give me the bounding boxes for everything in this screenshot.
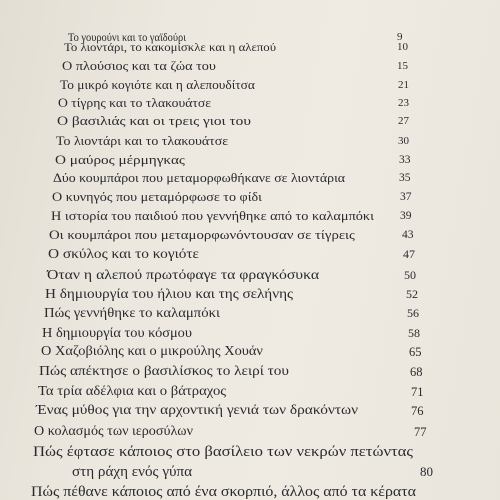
toc-entry-page-number: 47 <box>403 247 415 261</box>
toc-entry-title: Το λιοντάρι, το κακομίσκλε και η αλεπού <box>64 40 277 54</box>
toc-entry <box>0 482 500 500</box>
toc-entry-title: Το μικρό κογιότε και η αλεπουδίτσα <box>60 78 255 92</box>
toc-entry-title: Ο μαύρος μέρμηγκας <box>55 152 185 167</box>
toc-entry <box>0 462 500 482</box>
toc-entry-title: Ο τίγρης και το τλακουάτσε <box>58 96 211 110</box>
toc-entry <box>0 131 500 151</box>
toc-entry-page-number: 77 <box>414 425 427 439</box>
toc-entry-title: Πώς έφτασε κάποιος στο βασίλειο των νεκρών πετώντας <box>33 444 414 460</box>
toc-entry <box>0 422 500 442</box>
toc-entry <box>0 93 500 113</box>
toc-entry-page-number: 21 <box>398 79 409 91</box>
toc-entry <box>0 206 500 226</box>
toc-entry-title: Η δημιουργία του κόσμου <box>42 325 192 340</box>
toc-entry-title: Τα τρία αδέλφια και ο βάτραχος <box>38 384 227 399</box>
toc-entry <box>0 284 500 304</box>
toc-entry-title: Ο Χαζοβιόλης και ο μικρούλης Χουάν <box>41 344 263 359</box>
toc-entry <box>0 265 500 285</box>
toc-entry-title: Ο σκύλος και το κογιότε <box>48 246 199 261</box>
toc-entry-title: Δύο κουμπάροι που μεταμορφωθήκανε σε λιοντάρια <box>53 170 346 185</box>
toc-entry-page-number: 80 <box>420 464 433 479</box>
toc-entry-title: Πώς απέκτησε ο βασιλίσκος το λειρί του <box>39 364 289 379</box>
toc-entry <box>0 75 500 95</box>
toc-entry-title: στη ράχη ενός γύπα <box>72 464 193 480</box>
toc-entry-page-number: 76 <box>411 404 424 418</box>
toc-entry <box>0 111 500 131</box>
toc-entry <box>0 342 500 362</box>
toc-entry <box>0 401 500 421</box>
toc-entry-page-number: 27 <box>398 115 409 127</box>
toc-entry-page-number: 9 <box>397 31 403 43</box>
toc-entry <box>0 37 500 57</box>
toc-entry <box>0 150 500 170</box>
toc-entry-page-number: 39 <box>400 210 412 222</box>
toc-entry-title: Οι κουμπάροι που μεταμορφωνόντουσαν σε τίγρεις <box>49 227 355 242</box>
toc-entry-page-number: 30 <box>398 135 409 147</box>
toc-entry-page-number: 65 <box>409 345 422 359</box>
toc-entry-page-number: 58 <box>408 326 420 340</box>
toc-entry-title: Ο πλούσιος και τα ζώα του <box>62 59 216 73</box>
toc-entry-page-number: 50 <box>404 268 416 282</box>
toc-entry-page-number: 52 <box>406 287 418 301</box>
toc-entry-title: Πώς γεννήθηκε το καλαμπόκι <box>44 305 220 320</box>
toc-entry-title: Πώς πέθανε κάποιος από ένα σκορπιό, άλλος από τα κέρατα <box>31 484 416 500</box>
toc-entry-title: Η ιστορία του παιδιού που γεννήθηκε από το καλαμπόκι <box>51 208 374 223</box>
toc-entry <box>0 303 500 323</box>
toc-entry-title: Το λιοντάρι και το τλακουάτσε <box>56 133 229 148</box>
toc-entry-title: Όταν η αλεπού πρωτόφαγε τα φραγκόσυκα <box>47 267 320 282</box>
toc-entry-page-number: 56 <box>407 306 419 320</box>
toc-entry-title: Ο κυνηγός που μεταμόρφωσε το φίδι <box>52 189 262 204</box>
toc-entry-title: Η δημιουργία του ήλιου και της σελήνης <box>45 286 294 301</box>
toc-entry <box>0 362 500 382</box>
toc-entry-page-number: 15 <box>397 60 408 72</box>
toc-entry-page-number: 68 <box>410 365 423 379</box>
toc-entry <box>0 323 500 343</box>
toc-entry <box>0 244 500 264</box>
toc-entry <box>0 187 500 207</box>
toc-entry <box>0 56 500 76</box>
toc-entry <box>0 382 500 402</box>
toc-entry-page-number: 23 <box>398 97 409 109</box>
toc-entry-title: Ο βασιλιάς και οι τρεις γιοι του <box>57 114 251 128</box>
toc-entry-page-number: 10 <box>397 41 408 53</box>
toc-entry-page-number: 35 <box>399 172 411 184</box>
toc-entry-page-number: 71 <box>411 385 424 399</box>
toc-entry-title: Ο κολασμός των ιεροσύλων <box>34 424 193 439</box>
toc-entry-title: Το γουρούνι και το γαϊδούρι <box>68 30 186 44</box>
toc-entry-title: Ένας μύθος για την αρχοντική γενιά των δρακόντων <box>36 403 359 418</box>
toc-entry <box>0 442 500 462</box>
toc-entry-page-number: 37 <box>400 191 412 203</box>
toc-entry <box>0 225 500 245</box>
toc-entry-page-number: 43 <box>402 229 414 241</box>
toc-entry-page-number: 33 <box>399 154 411 166</box>
toc-entry <box>0 168 500 188</box>
